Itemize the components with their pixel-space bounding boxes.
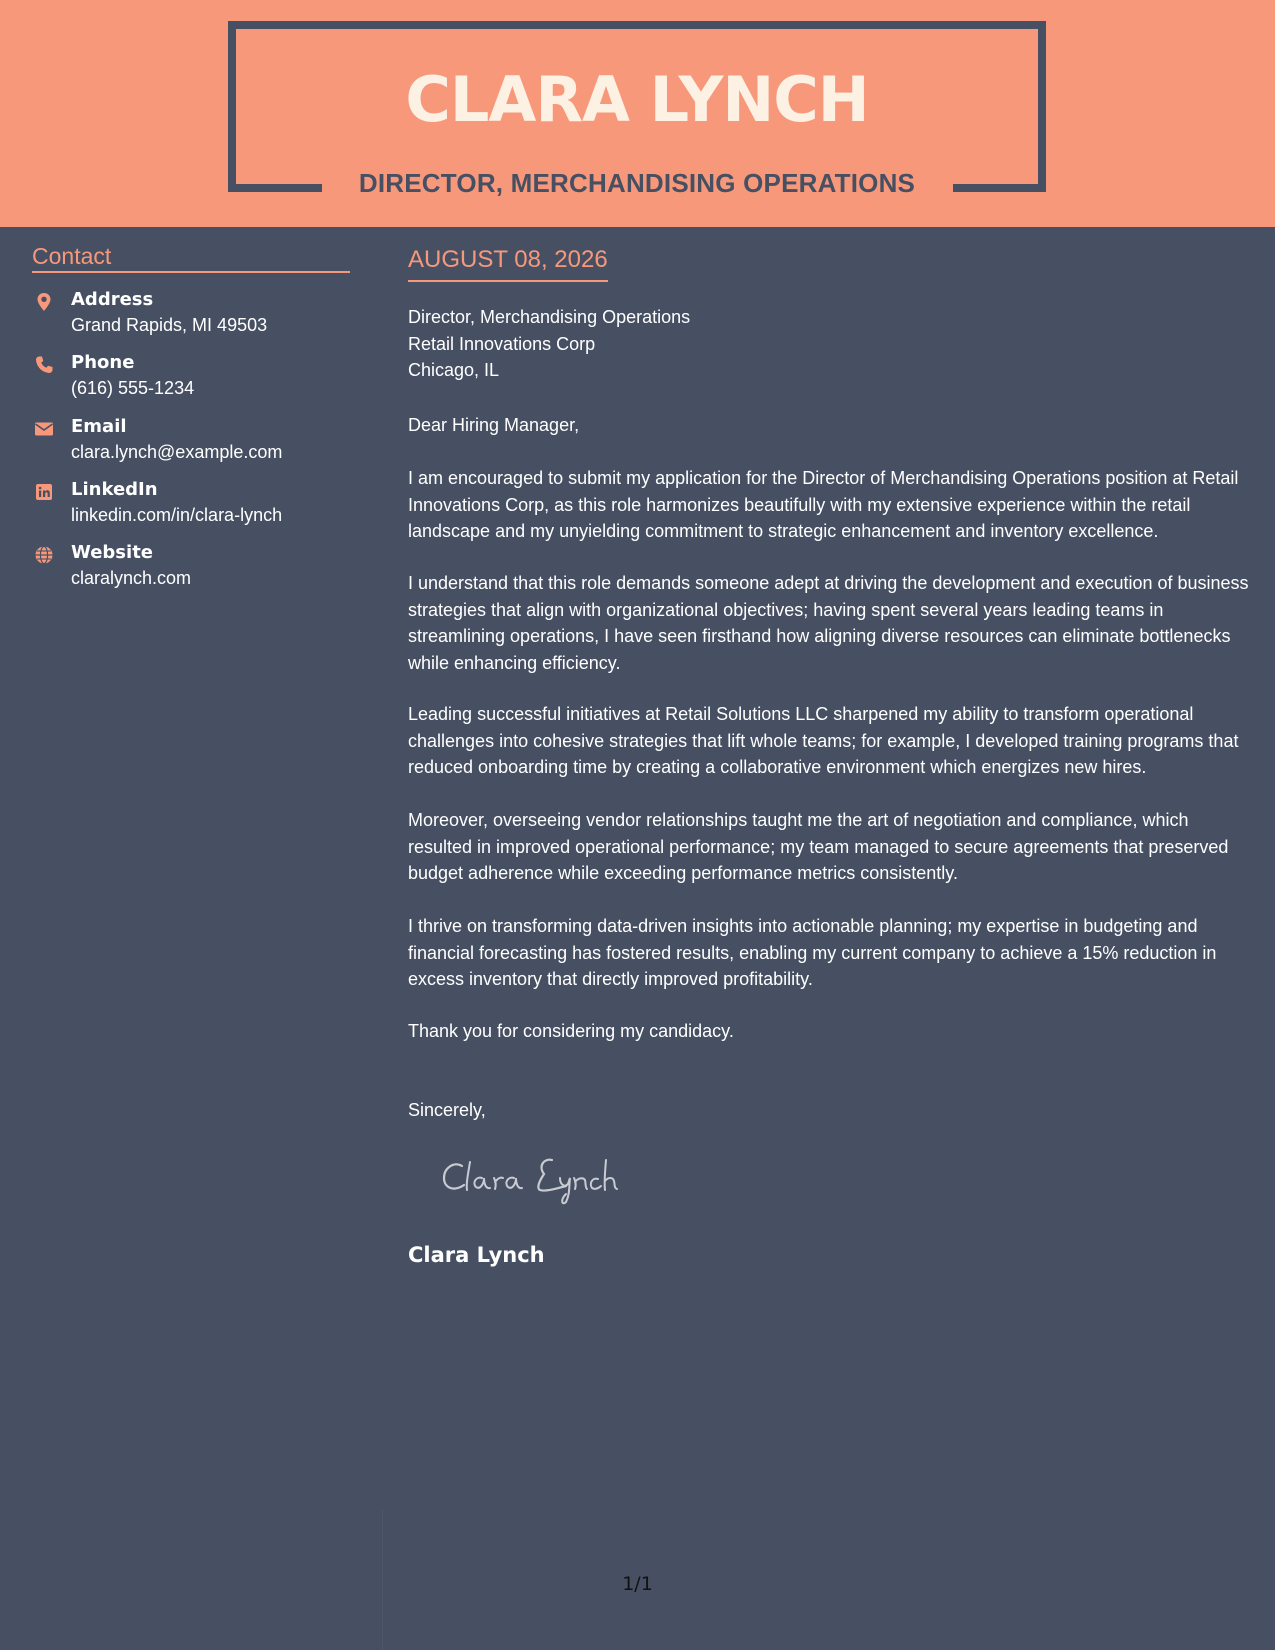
linkedin-icon <box>34 482 54 502</box>
globe-icon <box>34 545 54 565</box>
contact-item-email <box>32 415 362 469</box>
salutation: Dear Hiring Manager, <box>408 415 580 435</box>
envelope-icon <box>34 419 54 439</box>
linkedin-value: linkedin.com/in/clara-lynch <box>71 505 283 525</box>
recipient-company: Retail Innovations Corp <box>408 333 596 354</box>
page-number: 1/1 <box>622 1573 653 1595</box>
recipient-title: Director, Merchandising Operations <box>408 307 691 327</box>
body-paragraph-2: I understand that this role demands someone adept at driving the development and execution of business strategies that align with organizational objectives; having spent several years leading teams in streamlining operations, I have seen firsthand how aligning diverse resources can eliminate bottlenecks while enhancing efficiency. <box>408 573 1249 673</box>
contact-heading: Contact <box>32 242 350 273</box>
contact-item-address <box>32 288 362 342</box>
closing: Sincerely, <box>408 1100 486 1120</box>
body-paragraph-5: I thrive on transforming data-driven insights into actionable planning; my expertise in budgeting and financial forecasting has fostered results, enabling my current company to achieve a 15% reduction in excess inventory that directly improved profitability. <box>408 916 1217 989</box>
handwritten-signature <box>440 1148 640 1208</box>
linkedin-label: LinkedIn <box>71 479 158 500</box>
letter-date: AUGUST 08, 2026 <box>408 246 608 282</box>
address-value: Grand Rapids, MI 49503 <box>71 315 268 335</box>
job-title: DIRECTOR, MERCHANDISING OPERATIONS <box>358 168 916 198</box>
phone-icon <box>34 355 54 375</box>
recipient-block <box>408 304 1248 384</box>
email-label: Email <box>71 416 127 437</box>
candidate-name: CLARA LYNCH <box>405 63 869 136</box>
body-paragraph-3: Leading successful initiatives at Retail Solutions LLC sharpened my ability to transform operational challenges into cohesive strategies that lift whole teams; for example, I developed training programs that reduced onboarding time by creating a collaborative environment which energizes new hires. <box>408 704 1239 777</box>
body-paragraph-4: Moreover, overseeing vendor relationships taught me the art of negotiation and compliance, which resulted in improved operational performance; my team managed to secure agreements that preserved budget adherence while exceeding performance metrics consistently. <box>408 810 1229 883</box>
contact-item-phone <box>32 351 362 405</box>
website-label: Website <box>71 542 154 563</box>
body-paragraph-6: Thank you for considering my candidacy. <box>408 1021 734 1041</box>
signer-name: Clara Lynch <box>408 1243 545 1267</box>
body-paragraph-1: I am encouraged to submit my application for the Director of Merchandising Operations position at Retail Innovations Corp, as this role harmonizes beautifully with my extensive experience within the retail landscape and my unyielding commitment to strategic enhancement and inventory excellence. <box>408 468 1239 541</box>
recipient-location: Chicago, IL <box>408 360 500 380</box>
header-banner <box>0 0 1275 227</box>
contact-item-linkedin <box>32 478 362 532</box>
column-divider <box>382 1510 383 1650</box>
email-value: clara.lynch@example.com <box>71 442 283 462</box>
map-pin-icon <box>34 292 54 312</box>
phone-label: Phone <box>71 352 135 373</box>
website-value: claralynch.com <box>71 568 192 588</box>
phone-value: (616) 555-1234 <box>71 378 195 398</box>
address-label: Address <box>71 289 154 310</box>
contact-item-website <box>32 541 362 595</box>
